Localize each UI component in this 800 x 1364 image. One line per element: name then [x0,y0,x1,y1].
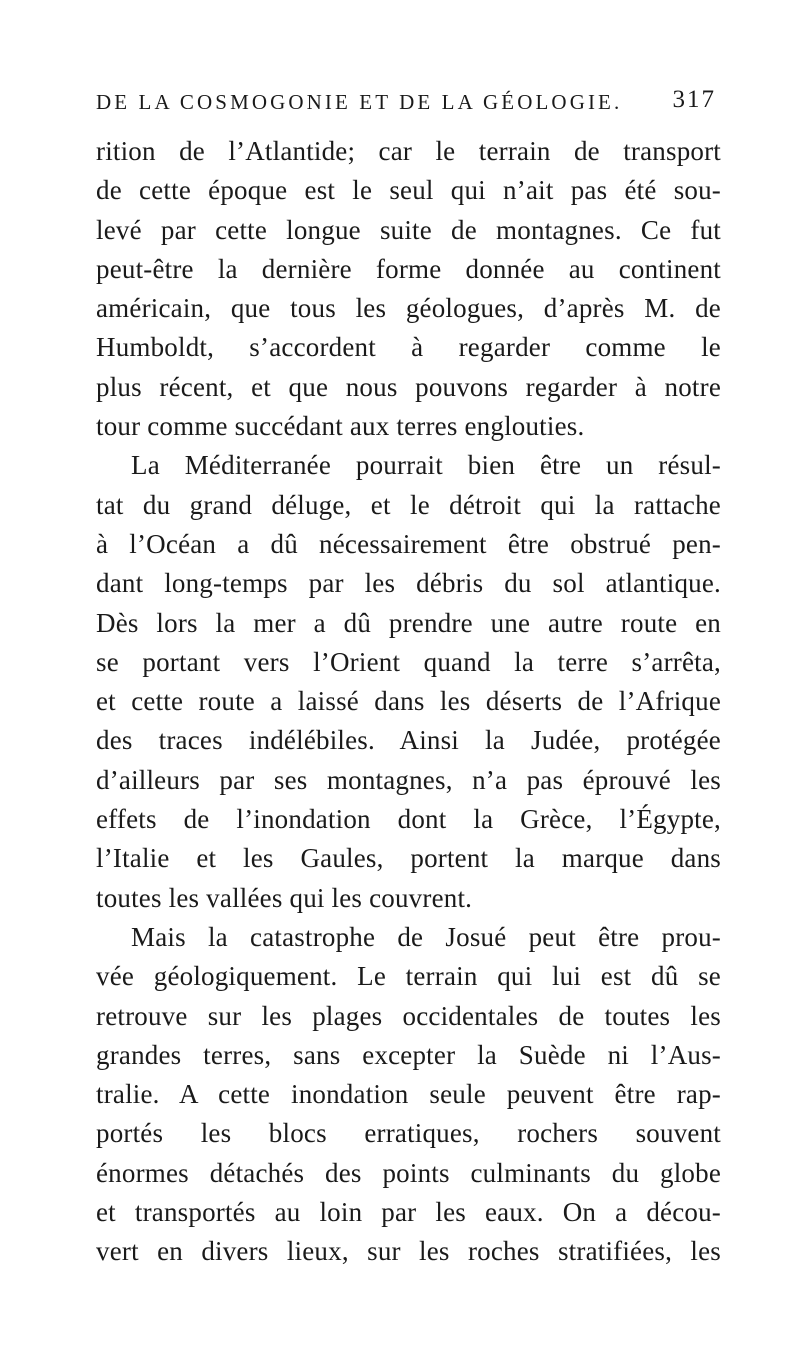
paragraph-start-line: La Méditerranée pourrait bien être un résul- [131,450,721,481]
text-line: vée géologiquement. Le terrain qui lui est dû se [96,961,721,992]
text-line: portés les blocs erratiques, rochers souvent [96,1118,721,1149]
body-text [96,132,721,1272]
text-line: se portant vers l’Orient quand la terre s’arrêta, [96,646,721,677]
paragraph-start-line: Mais la catastrophe de Josué peut être prou- [131,921,721,952]
text-line: Humboldt, s’accordent à regarder comme le [96,332,721,363]
text-line: plus récent, et que nous pouvons regarder à notre [96,371,721,402]
text-line: Dès lors la mer a dû prendre une autre route en [96,607,721,638]
text-line: retrouve sur les plages occidentales de toutes les [96,1000,721,1031]
text-line: rition de l’Atlantide; car le terrain de transport [96,136,721,166]
running-head [96,84,716,124]
text-line: tralie. A cette inondation seule peuvent être rap- [96,1079,721,1110]
text-line: de cette époque est le seul qui n’ait pas été sou- [96,175,721,206]
text-line: toutes les vallées qui les couvrent. [96,882,473,913]
text-line: américain, que tous les géologues, d’après M. de [96,293,721,324]
text-line: tat du grand déluge, et le détroit qui la rattache [96,489,721,520]
text-line: vert en divers lieux, sur les roches stratifiées, les [96,1236,721,1267]
text-line: effets de l’inondation dont la Grèce, l’Égypte, [96,804,721,835]
text-line: dant long-temps par les débris du sol atlantique. [96,568,721,599]
running-head-title: DE LA COSMOGONIE ET DE LA GÉOLOGIE. [96,90,623,114]
text-line: et transportés au loin par les eaux. On a décou- [96,1197,721,1228]
text-line: d’ailleurs par ses montagnes, n’a pas éprouvé les [96,764,721,795]
text-line: et cette route a laissé dans les déserts de l’Afrique [96,686,721,717]
text-line: à l’Océan a dû nécessairement être obstrué pen- [96,528,721,559]
text-line: grandes terres, sans excepter la Suède ni l’Aus- [96,1039,721,1070]
text-line: énormes détachés des points culminants du globe [96,1157,721,1188]
page-number: 317 [672,86,716,113]
text-line: levé par cette longue suite de montagnes. Ce fut [96,214,721,245]
text-line: l’Italie et les Gaules, portent la marque dans [96,843,721,874]
text-line: peut-être la dernière forme donnée au continent [96,253,721,284]
text-line: tour comme succédant aux terres englouties. [96,411,585,442]
text-line: des traces indélébiles. Ainsi la Judée, protégée [96,725,721,756]
